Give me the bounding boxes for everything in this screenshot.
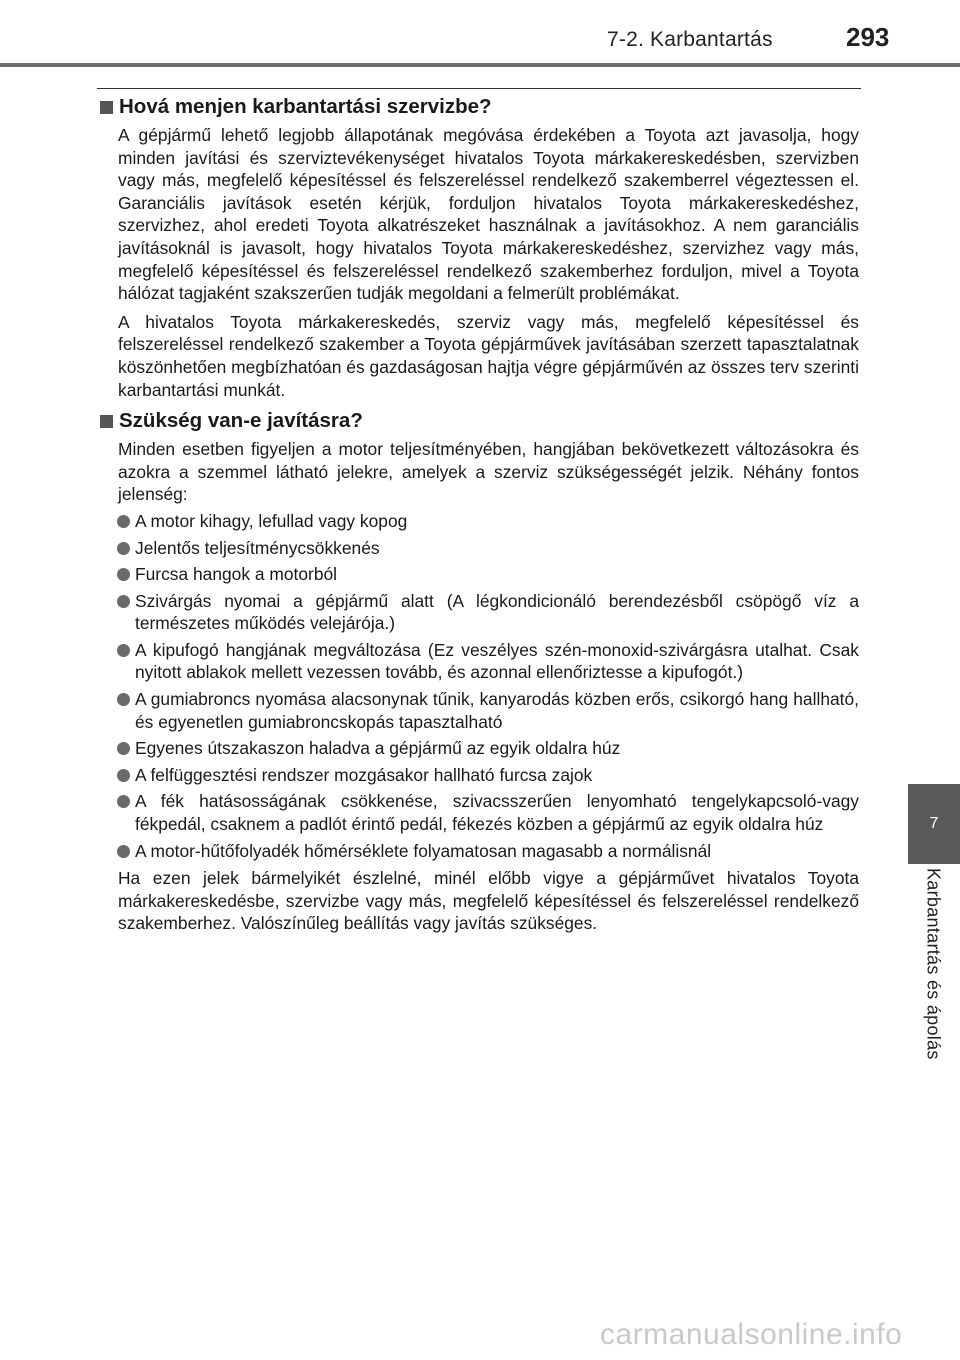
list-item-text: Szivárgás nyomai a gépjármű alatt (A légkondicionáló berendezésből csöpögő víz a természetes működés velejárója.) bbox=[135, 590, 859, 634]
paragraph-intro: Minden esetben figyeljen a motor teljesítményében, hangjában bekövetkezett változásokra és azokra a szemmel látható jelekre, amelyek a szerviz szükségességét jelzik. Néhány fontos jelenség: bbox=[118, 439, 859, 505]
page-content bbox=[97, 95, 859, 935]
list-item-text: A felfüggesztési rendszer mozgásakor hallható furcsa zajok bbox=[135, 764, 593, 785]
paragraph-closing: Ha ezen jelek bármelyikét észlelné, minél előbb vigye a gépjárművet hivatalos Toyota márkakereskedésbe, szervizbe vagy más, megfelelő képesítéssel és felszereléssel rendelkező szakemberhez. Valószínűleg beállítás vagy javítás szükséges. bbox=[118, 868, 859, 934]
list-item-text: Egyenes útszakaszon haladva a gépjármű az egyik oldalra húz bbox=[135, 738, 621, 759]
circle-bullet-icon bbox=[117, 515, 130, 528]
list-item bbox=[97, 840, 859, 863]
section-heading-service bbox=[97, 95, 859, 119]
circle-bullet-icon bbox=[117, 568, 130, 581]
paragraph: A gépjármű lehető legjobb állapotának megóvása érdekében a Toyota azt javasolja, hogy minden javítási és szerviztevékenységet hivatalos Toyota márkakereskedésben, szervizben vagy más, megfelelő képesítéssel és felszereléssel rendelkező szakemberrel végeztessen el. Garanciális javítások esetén kérjük, forduljon hivatalos Toyota márkakereskedéshez, szervizhez, ahol eredeti Toyota alkatrészeket használnak a javításokhoz. A nem garanciális javításoknál is javasolt, hogy hivatalos Toyota márkakereskedéshez, szervizhez vagy más, megfelelő képesítéssel és felszereléssel rendelkező szakemberhez forduljon, mivel a Toyota hálózat tagjaként szakszerűen tudják megoldani a felmerült problémákat. bbox=[118, 125, 859, 304]
list-item bbox=[97, 563, 859, 586]
list-item bbox=[97, 590, 859, 635]
paragraph: A hivatalos Toyota márkakereskedés, szerviz vagy más, megfelelő képesítéssel és felszereléssel rendelkező szakember a Toyota gépjárművek javításában szerzett tapasztalatnak köszönhetően megbízhatóan és gazdaságosan hajtja végre gépjárművén az összes terv szerinti karbantartási munkát. bbox=[118, 311, 859, 400]
circle-bullet-icon bbox=[117, 595, 130, 608]
circle-bullet-icon bbox=[117, 542, 130, 555]
section-heading-text: Hová menjen karbantartási szervizbe? bbox=[119, 95, 492, 118]
circle-bullet-icon bbox=[117, 769, 130, 782]
chapter-side-label bbox=[909, 868, 957, 1098]
circle-bullet-icon bbox=[117, 845, 130, 858]
circle-bullet-icon bbox=[117, 644, 130, 657]
list-item-text: A gumiabroncs nyomása alacsonynak tűnik, kanyarodás közben erős, csikorgó hang hallható, és egyenetlen gumiabroncskopás tapasztalható bbox=[135, 689, 859, 732]
chapter-side-label-text: Karbantartás és ápolás bbox=[923, 868, 944, 1060]
list-item bbox=[97, 639, 859, 684]
list-item-text: Jelentős teljesítménycsökkenés bbox=[135, 537, 380, 558]
list-item bbox=[97, 537, 859, 560]
header-section-title: 7-2. Karbantartás bbox=[607, 28, 773, 51]
list-item-text: A motor-hűtőfolyadék hőmérséklete folyamatosan magasabb a normálisnál bbox=[135, 840, 712, 861]
square-bullet-icon bbox=[100, 415, 113, 428]
circle-bullet-icon bbox=[117, 693, 130, 706]
list-item-text: A kipufogó hangjának megváltozása (Ez veszélyes szén-monoxid-szivárgásra utalhat. Csak nyitott ablakok mellett vezessen tovább, és azonnal ellenőriztesse a kipufogót.) bbox=[135, 639, 859, 683]
page-number: 293 bbox=[846, 22, 890, 52]
list-item-text: A motor kihagy, lefullad vagy kopog bbox=[135, 510, 408, 531]
section-heading-repair bbox=[97, 409, 859, 433]
list-item bbox=[97, 764, 859, 787]
content-top-rule bbox=[97, 88, 861, 89]
square-bullet-icon bbox=[100, 101, 113, 114]
list-item-text: Furcsa hangok a motorból bbox=[135, 564, 338, 585]
section-heading-text: Szükség van-e javításra? bbox=[119, 409, 363, 433]
circle-bullet-icon bbox=[117, 795, 130, 808]
watermark: carmanualsonline.info bbox=[600, 1318, 903, 1351]
circle-bullet-icon bbox=[117, 742, 130, 755]
list-item bbox=[97, 737, 859, 760]
header-rule bbox=[0, 63, 960, 67]
list-item bbox=[97, 790, 859, 835]
list-item bbox=[97, 510, 859, 533]
symptom-list bbox=[97, 510, 859, 862]
chapter-tab: 7 bbox=[908, 784, 960, 864]
list-item bbox=[97, 688, 859, 733]
list-item-text: A fék hatásosságának csökkenése, szivacsszerűen lenyomható tengelykapcsoló-vagy fékpedál, csaknem a padlót érintő pedál, fékezés közben a gépjármű az egyik oldalra húz bbox=[135, 791, 859, 835]
